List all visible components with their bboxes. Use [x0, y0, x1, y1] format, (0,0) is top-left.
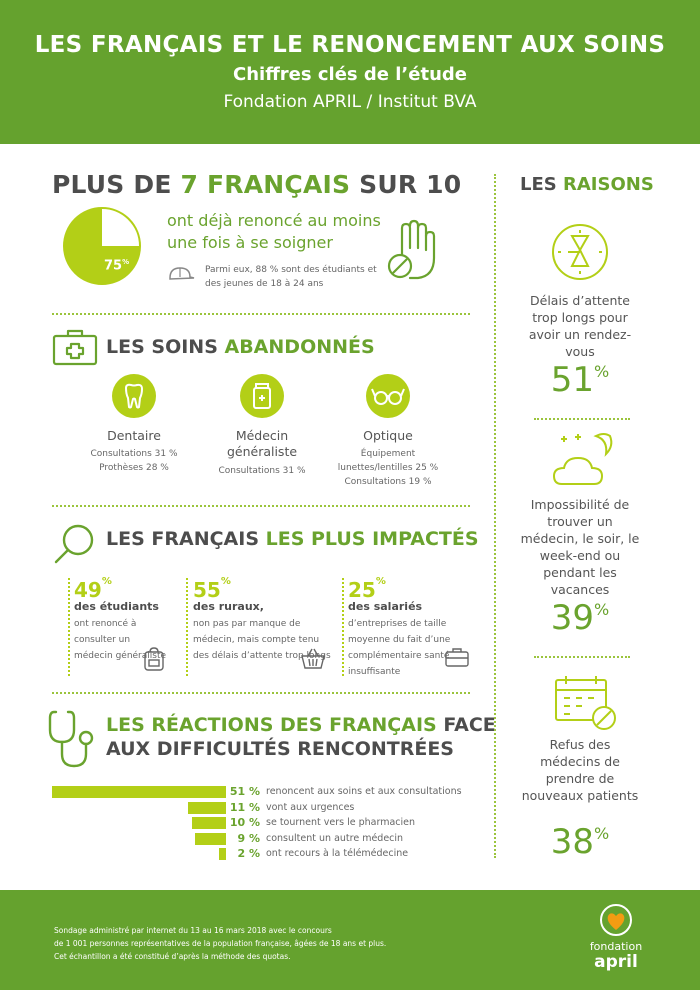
soins-title: LES SOINS ABANDONNÉS [106, 336, 375, 358]
headline [52, 170, 461, 199]
clock-hourglass-icon [550, 222, 610, 282]
divider [52, 313, 470, 315]
impact-pct-salaries: 25% [348, 576, 386, 602]
reaction-pct: 11 % [229, 800, 260, 814]
fondation-logo-icon [596, 902, 636, 938]
reason-text-delais: Délais d’attente trop longs pour avoir un rendez-vous [528, 293, 632, 359]
parmi-note: Parmi eux, 88 % sont des étudiants et des jeunes de 18 à 24 ans [205, 265, 377, 289]
impact-divider [186, 578, 188, 676]
raisons-title: LES RAISONS [520, 174, 654, 195]
source-line: Fondation APRIL / Institut BVA [223, 92, 477, 112]
reason-pct-refus: 38% [550, 822, 610, 862]
soin-detail-medecin: Consultations 31 % [218, 466, 306, 476]
impact-text-etudiants: ont renoncé à consulter un médecin généraliste [74, 619, 167, 661]
reason-pct-delais: 51% [550, 360, 610, 400]
magnifier-icon [52, 522, 96, 566]
impact-divider [342, 578, 344, 676]
reaction-label: renoncent aux soins et aux consultations [266, 786, 462, 797]
column-divider [494, 174, 496, 858]
cap-icon [166, 264, 196, 286]
headline-part2: 7 FRANÇAIS [180, 170, 351, 199]
reaction-label: ont recours à la télémédecine [266, 848, 409, 859]
reason-text-refus: Refus des médecins de prendre de nouveaux patients [521, 737, 639, 803]
backpack-icon [142, 646, 166, 672]
headline-part3: SUR 10 [350, 170, 462, 199]
reaction-label: consultent un autre médecin [266, 832, 404, 844]
logo-line1: fondation [589, 940, 643, 953]
main-title: LES FRANÇAIS ET LE RENONCEMENT AUX SOINS [34, 32, 666, 58]
renonce-text: ont déjà renoncé au moins une fois à se soigner [167, 211, 381, 252]
survey-note: Sondage administré par internet du 13 au 16 mars 2018 avec le concours de 1 001 personnes représentatives de la population française, âgées de 18 ans et plus. Cet échantillon a été constitué d’après la méthode des quotas. [54, 926, 387, 961]
reaction-label: se tournent vers le pharmacien [266, 817, 416, 828]
headline-part1: PLUS DE [52, 170, 181, 199]
divider [534, 656, 630, 658]
logo-line2: april [594, 952, 638, 972]
reason-pct-impossibilite: 39% [550, 598, 610, 638]
medicine-bottle-icon [240, 374, 284, 418]
soin-detail-dentaire: Consultations 31 % Prothèses 28 % [90, 449, 178, 473]
divider [52, 505, 470, 507]
first-aid-kit-icon [52, 328, 98, 366]
reaction-bar [52, 786, 226, 798]
briefcase-icon [444, 646, 470, 668]
impactes-title: LES FRANÇAIS LES PLUS IMPACTÉS [106, 528, 479, 550]
header-banner [0, 0, 700, 144]
basket-icon [300, 646, 326, 670]
stethoscope-icon [48, 708, 96, 772]
impact-text-ruraux: non pas par manque de médecin, mais compte tenu des délais d’attente trop longs [193, 619, 331, 661]
tooth-icon [112, 374, 156, 418]
hand-stop-icon [382, 218, 440, 282]
reaction-pct: 51 % [229, 785, 260, 798]
calendar-forbidden-icon [554, 674, 620, 732]
impact-text-salaries: d’entreprises de taille moyenne du fait d’une complémentaire santé insuffisante [348, 619, 451, 677]
impact-head-etudiants: des étudiants [74, 600, 159, 613]
impact-pct-ruraux: 55% [193, 576, 231, 602]
divider [52, 692, 470, 694]
pie-chart [62, 206, 142, 286]
reaction-pct: 9 % [237, 831, 260, 845]
impact-head-salaries: des salariés [348, 600, 423, 613]
soin-detail-optique: Équipement lunettes/lentilles 25 % Consultations 19 % [337, 449, 439, 487]
soin-name-medecin: Médecin généraliste [226, 428, 298, 459]
soin-name-dentaire: Dentaire [107, 428, 161, 443]
impact-divider [68, 578, 70, 676]
glasses-icon [366, 374, 410, 418]
subtitle: Chiffres clés de l’étude [233, 64, 467, 85]
pie-label: 75% [104, 258, 130, 274]
reactions-title-line2: AUX DIFFICULTÉS RENCONTRÉES [106, 738, 454, 760]
reason-text-impossibilite: Impossibilité de trouver un médecin, le soir, le week-end ou pendant les vacances [520, 497, 640, 597]
soin-name-optique: Optique [363, 428, 413, 443]
footer [0, 890, 700, 990]
reaction-pct: 2 % [237, 847, 260, 860]
divider [534, 418, 630, 420]
impact-head-ruraux: des ruraux, [193, 600, 264, 613]
impact-pct-etudiants: 49% [74, 576, 112, 602]
reactions-title-line1: LES RÉACTIONS DES FRANÇAIS FACE [106, 714, 496, 736]
moon-cloud-icon [552, 430, 626, 490]
reaction-pct: 10 % [229, 816, 260, 829]
reaction-label: vont aux urgences [266, 801, 355, 813]
